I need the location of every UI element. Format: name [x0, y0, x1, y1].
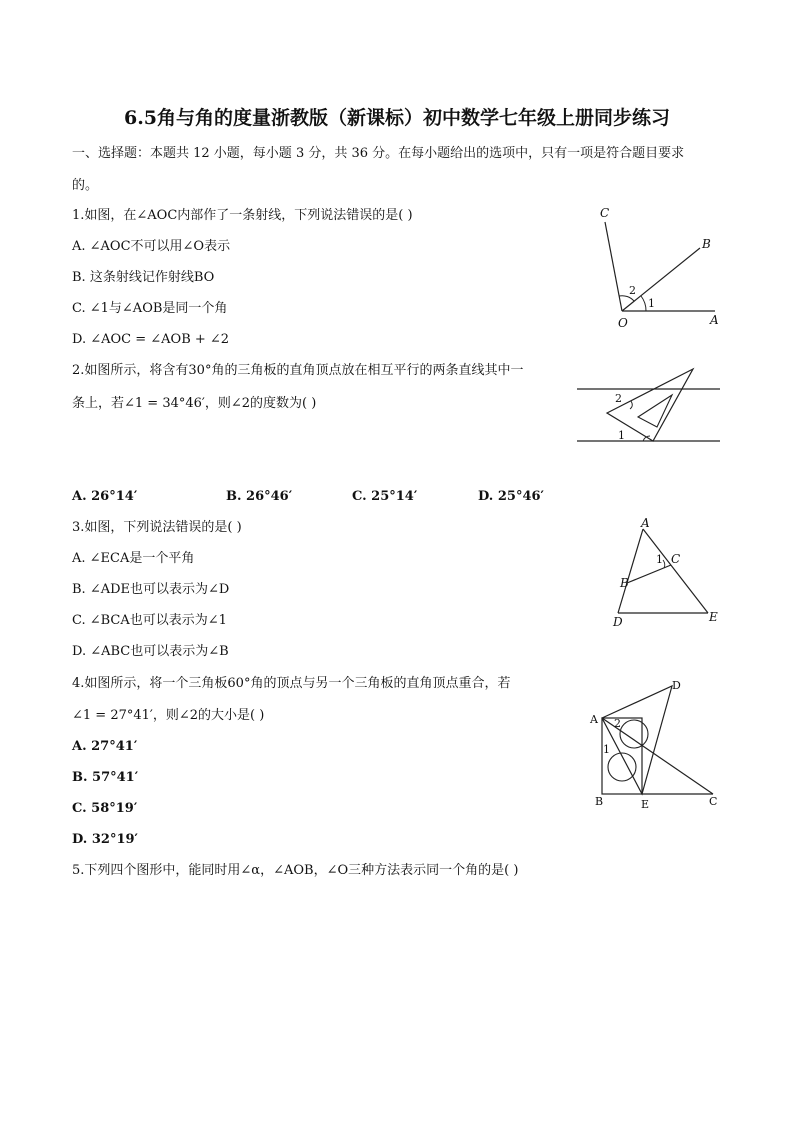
question-2-option-d: D. 25°46′ [478, 489, 544, 504]
point-a-label: A [590, 713, 598, 726]
question-1-figure [590, 200, 730, 335]
question-2-option-a: A. 26°14′ [72, 489, 138, 504]
question-1-option-b: B. 这条射线记作射线BO [72, 270, 215, 285]
page-title: 6.5角与角的度量浙教版（新课标）初中数学七年级上册同步练习 [123, 107, 671, 129]
question-4-option-c: C. 58°19′ [72, 801, 138, 816]
section-header-line1: 一、选择题：本题共 12 小题，每小题 3 分，共 36 分。在每小题给出的选项中，只有一项是符合题目要求 [72, 146, 685, 161]
question-1-stem: 1.如图，在∠AOC内部作了一条射线，下列说法错误的是( ) [72, 208, 413, 223]
point-a-label: A [710, 313, 719, 327]
angle-2-label: 2 [615, 392, 622, 405]
question-1-option-d: D. ∠AOC = ∠AOB + ∠2 [72, 332, 230, 347]
question-5-stem: 5.下列四个图形中，能同时用∠α，∠AOB，∠O三种方法表示同一个角的是( ) [72, 863, 519, 878]
angle-1-label: 1 [618, 429, 625, 442]
point-a-label: A [641, 516, 650, 530]
question-4-stem-line1: 4.如图所示，将一个三角板60°角的顶点与另一个三角板的直角顶点重合，若 [72, 676, 511, 691]
angle-1-label: 1 [656, 553, 663, 566]
question-3-option-a: A. ∠ECA是一个平角 [72, 551, 195, 566]
question-2-option-b: B. 26°46′ [226, 489, 293, 504]
question-1-option-a: A. ∠AOC不可以用∠O表示 [72, 239, 231, 254]
question-4-figure [585, 675, 725, 815]
angle-1-label: 1 [648, 297, 655, 310]
angle-1-label: 1 [603, 743, 610, 756]
angle-2-label: 2 [629, 284, 636, 297]
point-b-label: B [702, 237, 711, 251]
question-3-option-c: C. ∠BCA也可以表示为∠1 [72, 613, 227, 628]
question-2-stem-line2: 条上，若∠1 = 34°46′，则∠2的度数为( ) [72, 396, 317, 411]
question-2-option-c: C. 25°14′ [352, 489, 418, 504]
point-b-label: B [595, 795, 604, 808]
point-b-label: B [620, 576, 629, 590]
question-4-option-d: D. 32°19′ [72, 832, 138, 847]
question-4-option-b: B. 57°41′ [72, 770, 139, 785]
point-c-label: C [671, 552, 681, 566]
question-4-stem-line2: ∠1 = 27°41′，则∠2的大小是( ) [72, 708, 265, 723]
point-d-label: D [613, 615, 623, 629]
question-2-figure [575, 365, 725, 450]
question-3-option-b: B. ∠ADE也可以表示为∠D [72, 582, 230, 597]
section-header-line2: 的。 [72, 178, 99, 193]
point-e-label: E [641, 798, 650, 811]
angle-2-label: 2 [614, 717, 621, 730]
question-1-option-c: C. ∠1与∠AOB是同一个角 [72, 301, 228, 316]
question-3-stem: 3.如图，下列说法错误的是( ) [72, 520, 242, 535]
question-3-figure [605, 515, 730, 630]
question-3-option-d: D. ∠ABC也可以表示为∠B [72, 644, 229, 659]
point-c-label: C [600, 206, 610, 220]
point-o-label: O [618, 316, 628, 330]
point-d-label: D [672, 679, 681, 692]
point-e-label: E [709, 610, 718, 624]
point-c-label: C [709, 795, 718, 808]
question-2-stem-line1: 2.如图所示，将含有30°角的三角板的直角顶点放在相互平行的两条直线其中一 [72, 363, 524, 378]
question-4-option-a: A. 27°41′ [72, 739, 138, 754]
